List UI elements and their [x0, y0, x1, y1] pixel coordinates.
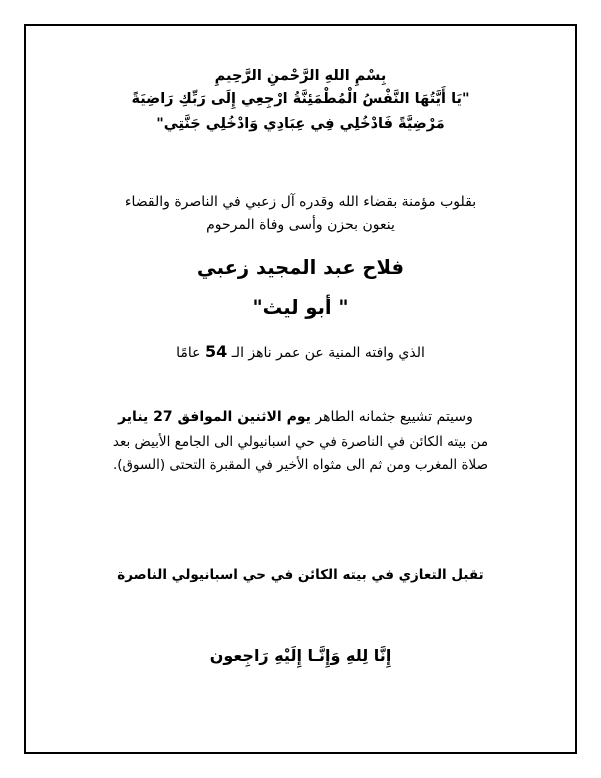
intro-line-1: بقلوب مؤمنة بقضاء الله وقدره آل زعبي في الناصرة والقضاء: [124, 194, 477, 210]
closing-verse: إِنَّا لِلهِ وَإِنَّـا إِلَيْهِ رَاجِعون: [209, 646, 392, 665]
nickname: " أبو ليث": [252, 296, 349, 319]
age-number: 54: [204, 342, 228, 361]
funeral-date: يوم الاثنين الموافق 27 يناير: [118, 409, 311, 425]
age-prefix: الذي وافته المنية عن عمر ناهز الـ: [231, 345, 425, 361]
funeral-line-3: صلاة المغرب ومن ثم الى مثواه الأخير في المقبرة التحتى (السوق).: [112, 457, 489, 473]
deceased-name: فلاح عبد المجيد زعبي: [196, 256, 405, 279]
age-line: [40, 342, 561, 362]
age-suffix: عامًا: [176, 345, 201, 361]
funeral-prefix: وسيتم تشييع جثمانه الطاهر: [315, 409, 473, 425]
verse-line-1: "يَا أَيَّتُهَا النَّفْسُ الْمُطْمَئِنَّةُ ارْجِعِي إِلَى رَبِّكِ رَاضِيَةً: [131, 91, 470, 107]
funeral-line-2: من بيته الكائن في الناصرة في حي اسبانيولي الى الجامع الأبيض بعد: [112, 434, 489, 450]
funeral-line-1: [60, 409, 531, 426]
intro-line-2: ينعون بحزن وأسى وفاة المرحوم: [206, 217, 395, 233]
verse-line-2: مَرْضِيَّةً فَادْخُلِي فِي عِبَادِي وَادْخُلِي جَنَّتِي": [156, 116, 445, 132]
basmala: بِسْمِ اللهِ الرَّحْمنِ الرَّحِيمِ: [214, 68, 387, 84]
condolences-line: تقبل التعازي في بيته الكائن في حي اسبانيولي الناصرة: [117, 567, 484, 583]
page-border: [24, 24, 577, 754]
